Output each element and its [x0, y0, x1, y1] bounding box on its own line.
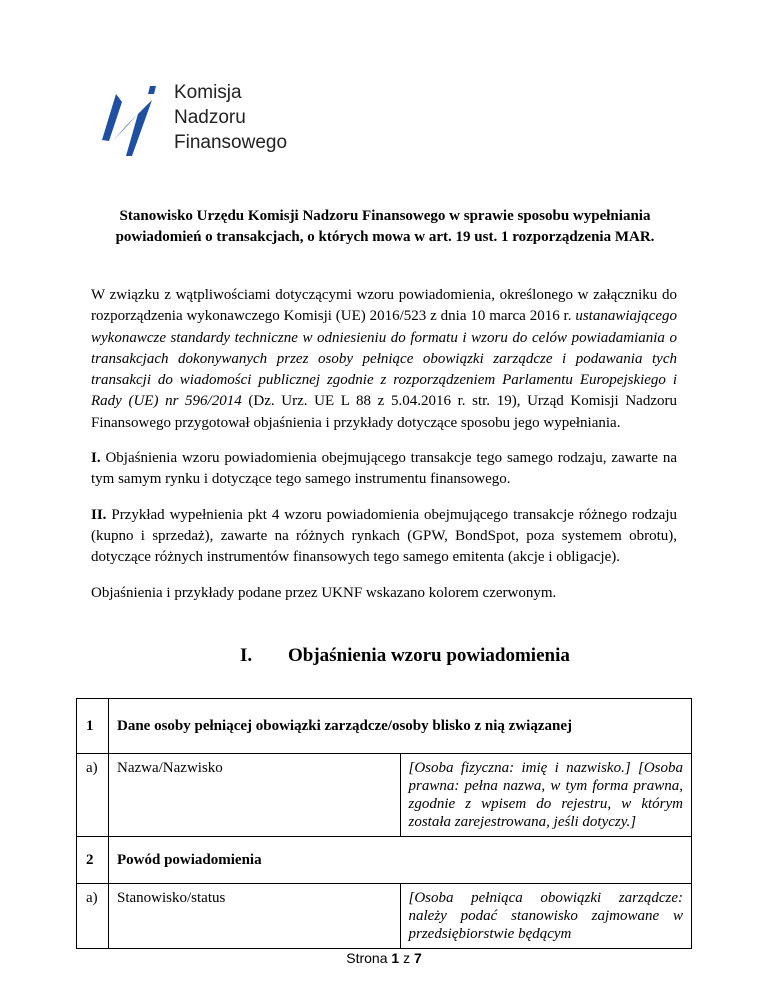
intro-paragraph	[91, 285, 677, 434]
row-heading: Dane osoby pełniącej obowiązki zarządcze/osoby blisko z nią związanej	[109, 699, 692, 754]
notification-form-table	[76, 698, 692, 949]
footer-prefix: Strona	[346, 950, 388, 966]
item-1-number: I.	[91, 450, 101, 467]
total-pages: 7	[413, 950, 422, 966]
page-footer	[0, 950, 768, 966]
section-heading	[240, 645, 570, 667]
title-line-1: Stanowisko Urzędu Komisji Nadzoru Finansowego w sprawie sposobu wypełniania	[119, 208, 651, 224]
section-number: I.	[240, 645, 253, 666]
footer-of: z	[403, 950, 411, 966]
field-label: Nazwa/Nazwisko	[109, 754, 401, 837]
intro-text-end: (Dz. Urz. UE L 88 z 5.04.2016 r. str. 19), Urząd Komisji Nadzoru Finansowego przygotował objaśnienia i przykłady dotyczące sposobu jego wypełniania.	[91, 393, 677, 431]
table-row	[77, 884, 692, 949]
table-row	[77, 699, 692, 754]
current-page: 1	[391, 950, 400, 966]
row-number: a)	[77, 884, 109, 949]
intro-text-start: W związku z wątpliwościami dotyczącymi wzoru powiadomienia, określonego w załączniku do rozporządzenia wykonawczego Komisji (UE) 2016/523 z dnia 10 marca 2016 r.	[91, 287, 677, 325]
row-heading: Powód powiadomienia	[109, 837, 692, 884]
row-number: 2	[77, 837, 109, 884]
field-label: Stanowisko/status	[109, 884, 401, 949]
section-title: Objaśnienia wzoru powiadomienia	[288, 645, 570, 666]
document-body	[91, 285, 677, 618]
item-1-text: Objaśnienia wzoru powiadomienia obejmującego transakcje tego samego rodzaju, zawarte na tym samym rynku i dotyczące tego samego instrumentu finansowego.	[91, 450, 677, 488]
field-description: [Osoba fizyczna: imię i nazwisko.] [Osoba prawna: pełna nazwa, w tym forma prawna, zgodnie z wpisem do rejestru, w którym została zarejestrowana, jeśli dotyczy.]	[400, 754, 692, 837]
title-line-2: powiadomień o transakcjach, o których mowa w art. 19 ust. 1 rozporządzenia MAR.	[115, 229, 655, 245]
logo-line-2: Nadzoru	[174, 107, 246, 128]
item-2-paragraph	[91, 505, 677, 569]
color-note: Objaśnienia i przykłady podane przez UKNF wskazano kolorem czerwonym.	[91, 584, 557, 601]
row-number: 1	[77, 699, 109, 754]
row-number: a)	[77, 754, 109, 837]
logo-line-3: Finansowego	[174, 132, 288, 153]
table-row	[77, 837, 692, 884]
item-2-text: Przykład wypełnienia pkt 4 wzoru powiadomienia obejmującego transakcje różnego rodzaju (kupno i sprzedaż), zawarte na różnych rynkach (GPW, BondSpot, poza systemem obrotu), dotyczące różnych instrumentów finansowych tego samego emitenta (akcje i obligacje).	[91, 506, 677, 566]
knf-logo-icon	[92, 80, 172, 160]
item-2-number: II.	[91, 506, 107, 523]
regulation-title: ustanawiającego wykonawcze standardy techniczne w odniesieniu do formatu i wzoru do celów powiadamiania o transakcjach dokonywanych przez osoby pełniące obowiązki zarządcze i podawania tych transakcji do wiadomości publicznej zgodnie z rozporządzeniem Parlamentu Europejskiego i Rady (UE) nr 596/2014	[91, 308, 677, 410]
document-title	[90, 206, 680, 248]
item-1-paragraph	[91, 448, 677, 491]
table-row	[77, 754, 692, 837]
logo-text	[174, 80, 287, 155]
logo-line-1: Komisja	[174, 82, 242, 103]
field-description: [Osoba pełniąca obowiązki zarządcze: należy podać stanowisko zajmowane w przedsiębiorstwie będącym	[400, 884, 692, 949]
